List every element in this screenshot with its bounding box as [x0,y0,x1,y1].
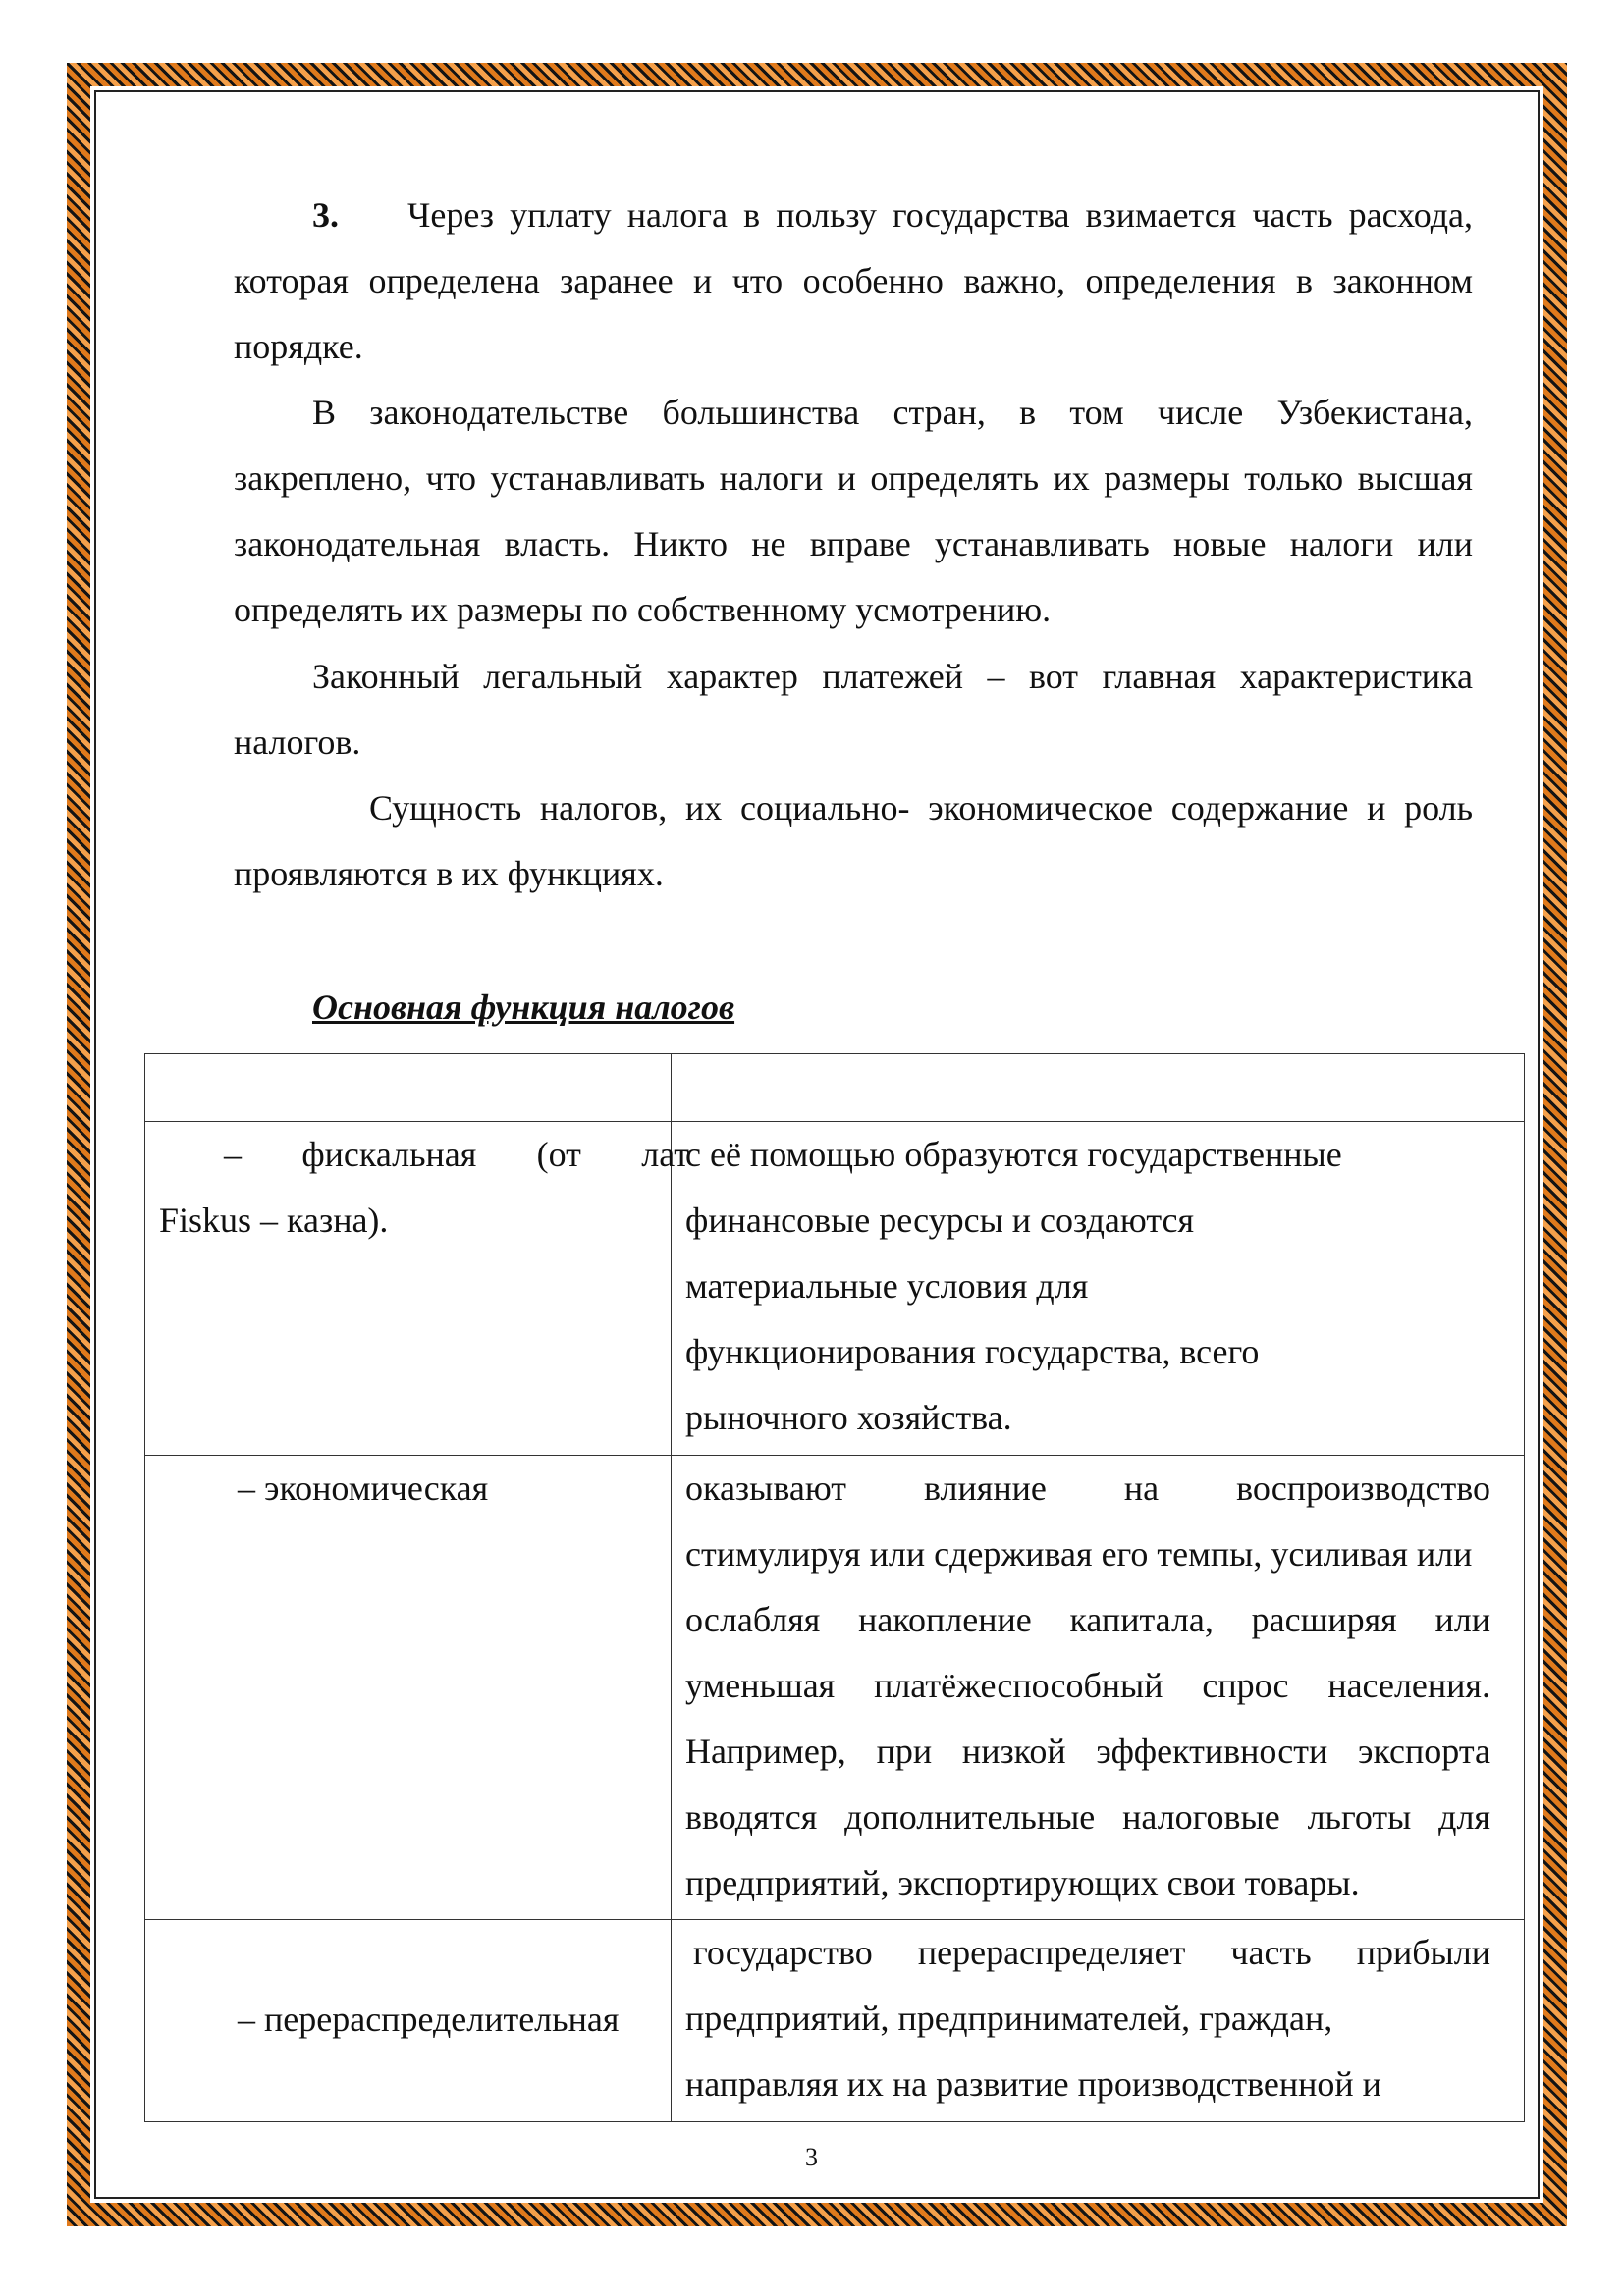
functions-table [144,1053,1525,2122]
function-name-cell [145,1122,689,1456]
text-fragment: ослабляя [685,1600,821,1639]
description-line: с её помощью образуются государственные [685,1135,1342,1174]
text-fragment: расширяя [1251,1600,1397,1639]
text-fragment: перераспределяет [917,1933,1186,1972]
description-line [685,2052,1524,2117]
text-fragment: льготы [1307,1797,1412,1837]
text-fragment: стимулируя или сдерживая его темпы, усиливая или [685,1534,1473,1574]
text-fragment: прибыли [1356,1933,1490,1972]
description-line [685,1986,1524,2052]
header-cell-2 [672,1054,1525,1122]
text-fragment: или [1434,1600,1490,1639]
description-line [685,1719,1490,1785]
text-fragment: спрос [1202,1666,1289,1705]
text-fragment: платёжеспособный [874,1666,1163,1705]
function-name: – экономическая [238,1468,489,1508]
table-row [145,1920,1525,2122]
header-cell-1 [145,1054,672,1122]
function-description-cell [672,1456,1525,1920]
text-fragment: вводятся [685,1797,818,1837]
text-fragment: лат [641,1135,689,1174]
text-fragment: часть [1230,1933,1312,1972]
paragraph-2: В законодательстве большинства стран, в том числе Узбекистана, закреплено, что устанавливать налоги и определять их размеры только высшая законодательная власть. Никто не вправе устанавливать новые налоги или определять их размеры по собственному усмотрению. [234,393,1473,629]
text-fragment: – [224,1135,242,1174]
text-fragment: налоговые [1122,1797,1280,1837]
text-fragment: при [876,1732,933,1771]
text-fragment: дополнительные [844,1797,1096,1837]
description-line: функционирования государства, всего [685,1332,1260,1371]
text-fragment: фискальная [301,1135,477,1174]
text-fragment: Например, [685,1732,846,1771]
text-fragment: эффективности [1096,1732,1328,1771]
text-fragment: накопление [858,1600,1032,1639]
paragraph-3: Законный легальный характер платежей – вот главная характеристика налогов. [234,657,1473,762]
text-fragment: направляя их на развитие производственной и [685,2064,1381,2104]
paragraph-4: Сущность налогов, их социально- экономическое содержание и роль проявляются в их функциях. [234,788,1473,893]
function-name-line: Fiskus – казна). [159,1201,389,1240]
text-fragment: влияние [924,1468,1047,1508]
text-fragment: (от [536,1135,581,1174]
description-line [685,1522,1524,1587]
text-fragment: низкой [961,1732,1066,1771]
text-fragment: уменьшая [685,1666,836,1705]
table-row [145,1456,1525,1920]
text-fragment: предприятий, предпринимателей, граждан, [685,1999,1333,2038]
description-line [685,1920,1490,1986]
text-fragment: оказывают [685,1468,846,1508]
paragraph-1-text: Через уплату налога в пользу государства взимается часть расхода, которая определена заранее и что особенно важно, определения в законном порядке. [234,195,1473,366]
function-description-cell [672,1920,1525,2122]
table-header-row [145,1054,1525,1122]
function-name-cell [145,1920,672,2122]
page-number: 3 [805,2143,818,2171]
paragraph-1 [234,183,1473,380]
text-fragment: экспорта [1358,1732,1490,1771]
text-fragment: предприятий, экспортирующих свои товары. [685,1863,1360,1902]
table-heading: Основная функция налогов [312,988,735,1027]
text-fragment: капитала, [1069,1600,1214,1639]
description-line [685,1587,1490,1653]
text-fragment: на [1123,1468,1160,1508]
description-line: финансовые ресурсы и создаются [685,1201,1195,1240]
description-line: материальные условия для [685,1266,1089,1306]
text-fragment: государство [693,1933,873,1972]
table-row [145,1122,1525,1456]
description-line [685,1785,1490,1850]
function-name-line [159,1122,689,1188]
text-fragment: воспроизводство [1236,1468,1490,1508]
description-line [685,1850,1524,1916]
description-line [685,1456,1490,1522]
description-line [685,1653,1490,1719]
paragraph-number: 3. [312,195,339,235]
text-fragment: населения. [1327,1666,1490,1705]
function-description-cell [672,1122,1525,1456]
function-name-cell [145,1456,672,1920]
text-fragment: для [1438,1797,1490,1837]
description-line: рыночного хозяйства. [685,1398,1012,1437]
function-name: – перераспределительная [238,2000,620,2039]
